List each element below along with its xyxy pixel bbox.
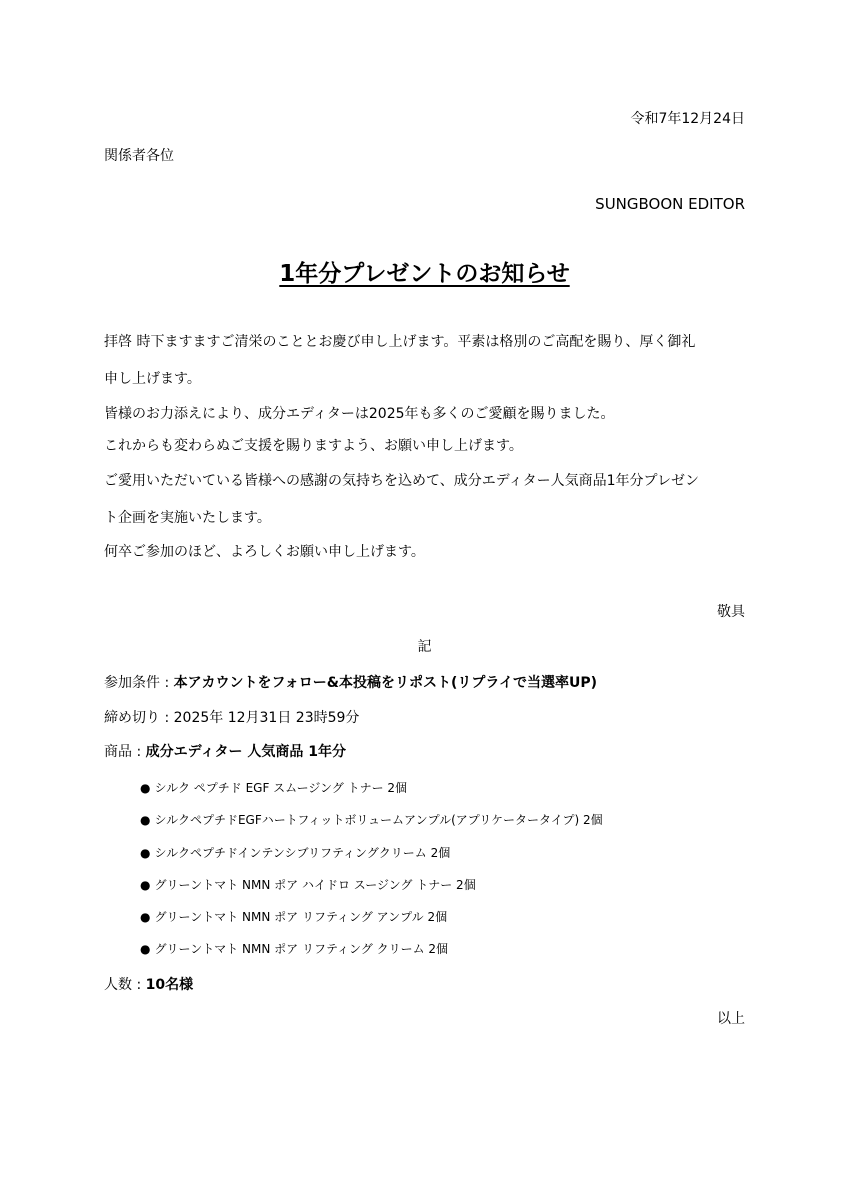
conditions-line: [104, 672, 597, 692]
list-item: [140, 779, 407, 796]
closing-keigu: 敬具: [717, 604, 745, 620]
product-line: [104, 741, 346, 761]
bullet-icon: ●: [140, 846, 151, 860]
end-ijou: 以上: [717, 1011, 745, 1027]
list-item: [140, 908, 447, 925]
product-label: 商品 :: [104, 744, 146, 760]
count-value: 10名様: [145, 977, 194, 993]
bullet-icon: ●: [140, 942, 151, 956]
count-line: [104, 974, 193, 994]
list-item: [140, 876, 476, 893]
body-line: 拝啓 時下ますますご清栄のこととお慶び申し上げます。平素は格別のご高配を賜り、厚く御礼: [104, 334, 696, 350]
bullet-icon: ●: [140, 878, 151, 892]
item-text: シルク ペプチド EGF スムージング トナー 2個: [154, 781, 408, 795]
document-title: 1年分プレゼントのお知らせ: [279, 261, 570, 287]
count-label: 人数 :: [104, 977, 146, 993]
product-value: 成分エディター 人気商品 1年分: [145, 744, 346, 760]
item-text: シルクペプチドインテンシブリフティングクリーム 2個: [154, 846, 451, 860]
bullet-icon: ●: [140, 781, 151, 795]
body-line: ト企画を実施いたします。: [104, 510, 271, 526]
item-text: グリーントマト NMN ポア リフティング クリーム 2個: [154, 942, 449, 956]
deadline-value: 2025年 12月31日 23時59分: [173, 710, 360, 726]
sender: SUNGBOON EDITOR: [595, 195, 745, 213]
deadline-line: [104, 707, 359, 727]
item-text: グリーントマト NMN ポア リフティング アンプル 2個: [154, 910, 448, 924]
ki-heading: 記: [417, 639, 432, 655]
conditions-label: 参加条件 :: [104, 675, 174, 691]
conditions-value: 本アカウントをフォロー&本投稿をリポスト(リプライで当選率UP): [173, 675, 597, 691]
body-line: ご愛用いただいている皆様への感謝の気持ちを込めて、成分エディター人気商品1年分プレゼン: [104, 473, 699, 489]
list-item: [140, 811, 603, 828]
document-date: 令和7年12月24日: [630, 111, 745, 127]
list-item: [140, 940, 448, 957]
bullet-icon: ●: [140, 813, 151, 827]
body-line: 何卒ご参加のほど、よろしくお願い申し上げます。: [104, 544, 425, 560]
body-line: これからも変わらぬご支援を賜りますよう、お願い申し上げます。: [104, 438, 523, 454]
recipient: 関係者各位: [104, 148, 174, 164]
body-line: 申し上げます。: [104, 371, 201, 387]
list-item: [140, 844, 450, 861]
deadline-label: 締め切り :: [104, 710, 174, 726]
body-line: 皆様のお力添えにより、成分エディターは2025年も多くのご愛顧を賜りました。: [104, 406, 615, 422]
item-text: シルクペプチドEGFハートフィットボリュームアンプル(アプリケータータイプ) 2個: [154, 813, 603, 827]
bullet-icon: ●: [140, 910, 151, 924]
item-text: グリーントマト NMN ポア ハイドロ スージング トナー 2個: [154, 878, 476, 892]
